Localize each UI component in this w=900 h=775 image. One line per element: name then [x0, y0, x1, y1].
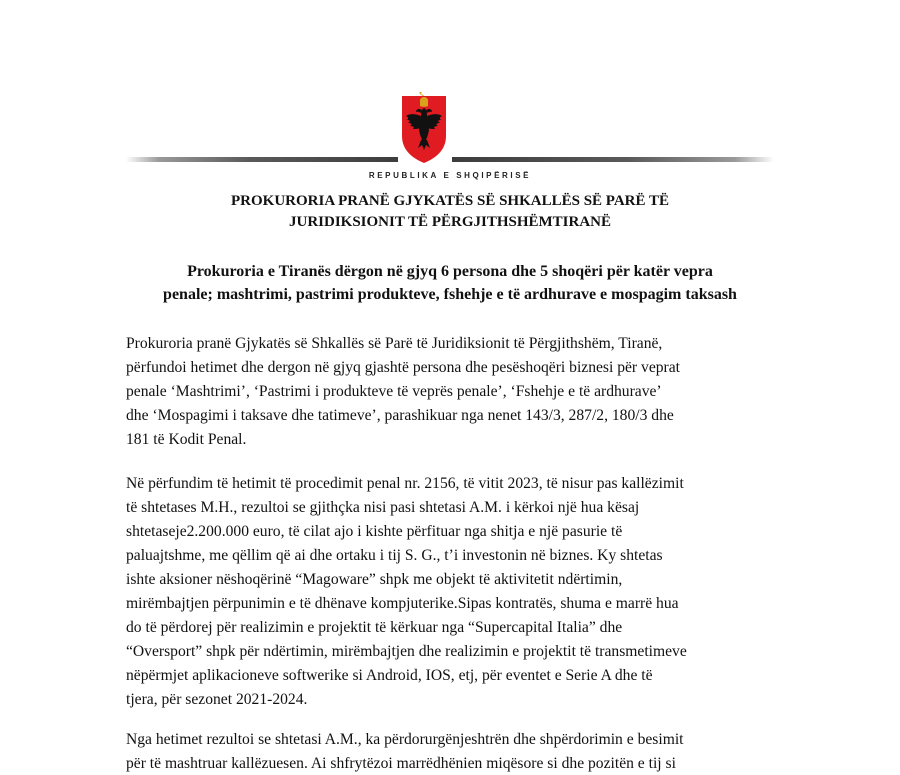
- paragraph-2-line: paluajtshme, me qëllim që ai dhe ortaku i tij S. G., t’i investonin në biznes. Ky shtetas: [126, 547, 663, 564]
- institution-title-line-2: JURIDIKSIONIT TË PËRGJITHSHËMTIRANË: [288, 214, 612, 230]
- paragraph-3-line: për të mashtruar kallëzuesen. Ai shfrytëzoi marrëdhënien miqësore si dhe pozitën e tij si: [126, 755, 676, 772]
- paragraph-2-line: nëpërmjet aplikacioneve softwerike si Android, IOS, etj, për eventet e Serie A dhe të: [126, 667, 653, 684]
- paragraph-2-line: “Oversport” shpk për ndërtimin, mirëmbajtjen dhe realizimin e projektit të transmetimeve: [126, 643, 687, 660]
- paragraph-1-line: penale ‘Mashtrimi’, ‘Pastrimi i produkteve të veprës penale’, ‘Fshehje e të ardhurave’: [126, 383, 662, 400]
- paragraph-2-line: do të përdorej për realizimin e projektit të kërkuar nga “Supercapital Italia” dhe: [126, 619, 623, 636]
- paragraph-1-line: 181 të Kodit Penal.: [126, 431, 247, 448]
- paragraph-2-line: shtetaseje2.200.000 euro, të cilat ajo i kishte përfituar nga shitja e një pasurie të: [126, 523, 623, 540]
- albanian-emblem-icon: [400, 92, 448, 164]
- paragraph-1-line: përfundoi hetimet dhe dergon në gjyq gjashtë persona dhe pesëshoqëri biznesi për veprat: [126, 359, 680, 376]
- paragraph-2-line: ishte aksioner nëshoqërinë “Magoware” shpk me objekt të aktivitetit ndërtimin,: [126, 571, 623, 588]
- paragraph-2-line: tjera, për sezonet 2021-2024.: [126, 691, 308, 708]
- paragraph-2-line: mirëmbajtjen përpunimin e të dhënave kompjuterike.Sipas kontratës, shuma e marrë hua: [126, 595, 679, 612]
- paragraph-3-line: Nga hetimet rezultoi se shtetasi A.M., ka përdorurgënjeshtrën dhe shpërdorimin e besimit: [126, 731, 684, 748]
- republic-label: REPUBLIKA E SHQIPËRISË: [368, 171, 532, 180]
- paragraph-2-line: Në përfundim të hetimit të procedimit penal nr. 2156, të vitit 2023, të nisur pas kallëzimit: [126, 475, 684, 492]
- header-rule-left: [126, 157, 398, 162]
- paragraph-1-line: Prokuroria pranë Gjykatës së Shkallës së Parë të Juridiksionit të Përgjithshëm, Tiranë,: [126, 335, 663, 352]
- press-headline-line-1: Prokuroria e Tiranës dërgon në gjyq 6 persona dhe 5 shoqëri për katër vepra: [187, 263, 713, 280]
- institution-title-line-1: PROKURORIA PRANË GJYKATËS SË SHKALLËS SË PARË TË: [230, 193, 669, 209]
- header-rule-right: [452, 157, 774, 162]
- paragraph-1-line: dhe ‘Mospagimi i taksave dhe tatimeve’, parashikuar nga nenet 143/3, 287/2, 180/3 dhe: [126, 407, 674, 424]
- paragraph-2-line: të shtetases M.H., rezultoi se gjithçka nisi pasi shtetasi A.M. i kërkoi një hua kësaj: [126, 499, 640, 516]
- press-headline-line-2: penale; mashtrimi, pastrimi produkteve, fshehje e të ardhurave e mospagim taksash: [163, 286, 737, 303]
